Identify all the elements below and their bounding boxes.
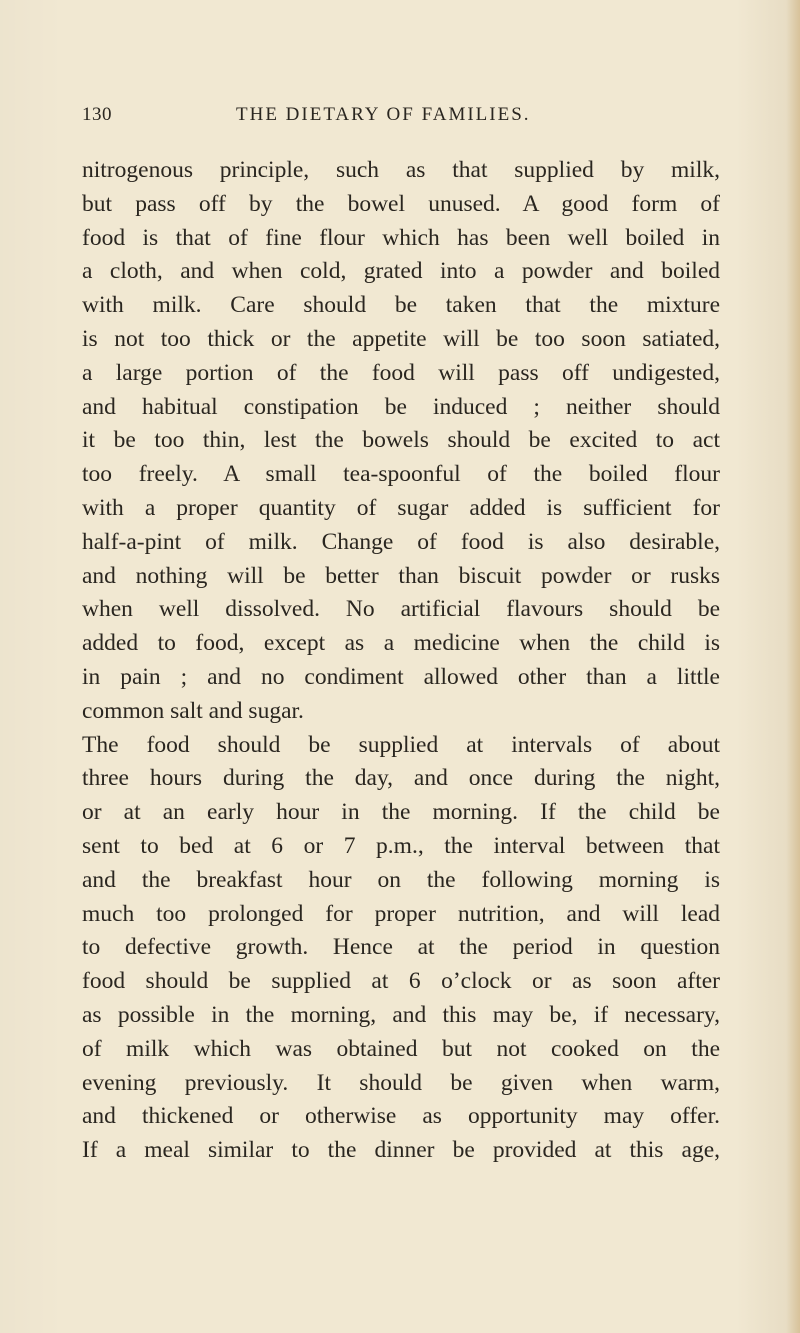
text-line: sent to bed at 6 or 7 p.m., the interval between that <box>82 832 720 859</box>
text-line: with milk. Care should be taken that the mixture <box>82 292 720 319</box>
text-line: and nothing will be better than biscuit powder or rusks <box>82 562 720 589</box>
text-line: but pass off by the bowel unused. A good form of <box>82 190 720 217</box>
running-head <box>0 92 800 128</box>
paragraph-end-line: common salt and sugar. <box>82 697 304 724</box>
text-line: is not too thick or the appetite will be too soon satiated, <box>82 325 720 352</box>
text-line: evening previously. It should be given when warm, <box>82 1069 720 1096</box>
text-line: food is that of fine flour which has been well boiled in <box>82 224 720 251</box>
text-line: and habitual constipation be induced ; neither should <box>82 393 720 420</box>
text-line: nitrogenous principle, such as that supplied by milk, <box>82 157 720 183</box>
text-line: and thickened or otherwise as opportunity may offer. <box>82 1103 720 1130</box>
body-text <box>82 154 720 1168</box>
text-line: too freely. A small tea-spoonful of the boiled flour <box>82 461 720 488</box>
text-line: half-a-pint of milk. Change of food is also desirable, <box>82 528 720 555</box>
text-line: to defective growth. Hence at the period in question <box>82 934 720 961</box>
text-line: it be too thin, lest the bowels should be excited to act <box>82 427 720 454</box>
text-line: a cloth, and when cold, grated into a powder and boiled <box>82 258 720 285</box>
text-line: in pain ; and no condiment allowed other than a little <box>82 663 720 690</box>
text-line: with a proper quantity of sugar added is sufficient for <box>82 494 720 521</box>
paragraph-start-line: The food should be supplied at intervals of about <box>82 731 720 758</box>
running-title: THE DIETARY OF FAMILIES. <box>236 104 531 125</box>
text-line: when well dissolved. No artificial flavours should be <box>82 596 720 623</box>
text-line: and the breakfast hour on the following morning is <box>82 866 720 893</box>
text-line: food should be supplied at 6 o’clock or as soon after <box>82 968 720 995</box>
page-number: 130 <box>82 104 112 125</box>
text-line: as possible in the morning, and this may be, if necessary, <box>82 1001 720 1028</box>
text-line: three hours during the day, and once during the night, <box>82 765 720 792</box>
page-edge-shadow <box>786 0 800 1333</box>
text-line: of milk which was obtained but not cooked on the <box>82 1035 720 1062</box>
text-line: added to food, except as a medicine when the child is <box>82 630 720 657</box>
text-line: or at an early hour in the morning. If the child be <box>82 799 720 826</box>
text-line: a large portion of the food will pass off undigested, <box>82 359 720 386</box>
text-line: much too prolonged for proper nutrition, and will lead <box>82 900 720 927</box>
text-line: If a meal similar to the dinner be provided at this age, <box>82 1137 720 1164</box>
